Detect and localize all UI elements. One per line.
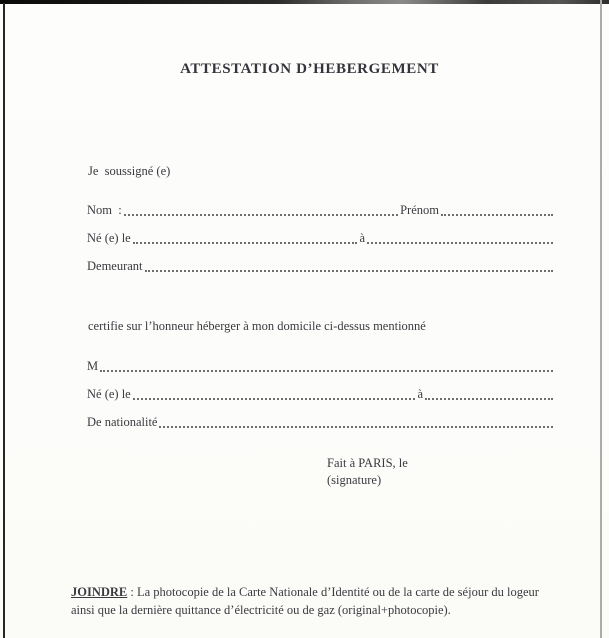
footer-line-1 <box>71 583 571 601</box>
scan-edge-right <box>600 0 602 638</box>
joindre-label: JOINDRE <box>71 585 128 599</box>
fait-a-paris-line: Fait à PARIS, le <box>327 456 408 470</box>
guest-birthdate-row <box>87 386 555 402</box>
intro-text: Je soussigné (e) <box>88 164 171 178</box>
nationality-dotted-line <box>159 426 553 428</box>
certify-statement: certifie sur l’honneur héberger à mon domicile ci-dessus mentionné <box>88 319 426 333</box>
ne-le-label: Né (e) le <box>87 231 131 245</box>
m-label: M <box>87 359 99 373</box>
nom-label: Nom : <box>87 203 122 217</box>
guest-birthplace-a-label: à <box>417 387 423 401</box>
guest-birthdate-dotted-line <box>133 398 416 400</box>
document-title: ATTESTATION D’HEBERGEMENT <box>180 61 439 77</box>
guest-name-dotted-line <box>100 370 553 372</box>
signature-block <box>327 455 408 489</box>
joindre-rest: : La photocopie de la Carte Nationale d’Identité ou de la carte de séjour du logeur <box>127 585 539 599</box>
scan-edge-top <box>0 0 609 4</box>
birthplace-a-label: à <box>359 231 365 245</box>
footer-note <box>71 583 571 619</box>
birthdate-dotted-line <box>133 242 358 244</box>
nationalite-label: De nationalité <box>87 415 158 429</box>
address-dotted-line <box>145 270 553 272</box>
scan-edge-left <box>3 3 5 638</box>
signature-line: (signature) <box>327 473 382 487</box>
guest-name-row <box>87 358 555 374</box>
guest-birthplace-dotted-line <box>425 398 553 400</box>
address-row <box>87 258 555 274</box>
footer-line-2: ainsi que la dernière quittance d’électricité ou de gaz (original+photocopie). <box>71 603 451 617</box>
prenom-label: Prénom <box>400 203 439 217</box>
nom-dotted-line <box>124 214 398 216</box>
nationality-row <box>87 414 555 430</box>
name-row <box>87 202 555 218</box>
prenom-dotted-line <box>441 214 553 216</box>
guest-ne-le-label: Né (e) le <box>87 387 131 401</box>
demeurant-label: Demeurant <box>87 259 143 273</box>
birthplace-dotted-line <box>367 242 553 244</box>
birthdate-row-host <box>87 230 555 246</box>
